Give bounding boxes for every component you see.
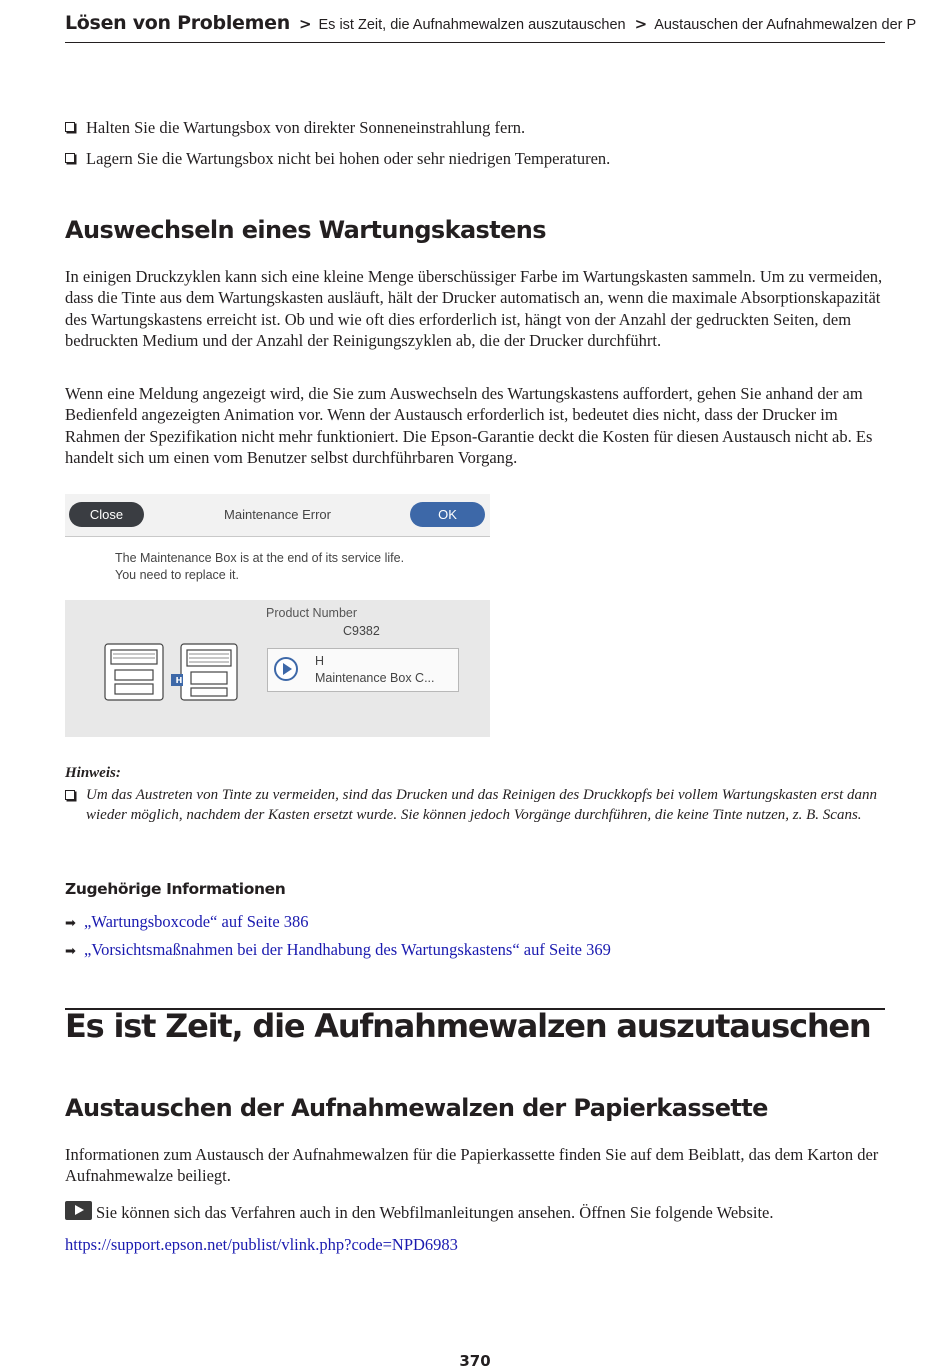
page-number: 370 bbox=[459, 1352, 491, 1370]
section-heading-maintenance-box: Auswechseln eines Wartungskastens bbox=[65, 216, 546, 244]
video-hint bbox=[65, 1201, 773, 1224]
header-section-title: Lösen von Problemen bbox=[65, 12, 290, 34]
note-title: Hinweis: bbox=[65, 765, 121, 781]
bullet-item bbox=[65, 148, 885, 170]
bullet-text: Lagern Sie die Wartungsbox nicht bei hohen oder sehr niedrigen Temperaturen. bbox=[86, 149, 611, 168]
checkbox-bullet-icon bbox=[65, 122, 75, 132]
arrow-right-icon: ➡ bbox=[65, 916, 76, 931]
note-item bbox=[65, 785, 887, 826]
arrow-right-icon: ➡ bbox=[65, 944, 76, 959]
product-card-line: H bbox=[315, 654, 325, 668]
related-link-text[interactable]: „Wartungsboxcode“ auf Seite 386 bbox=[84, 912, 309, 931]
printer-illustration-icon bbox=[101, 630, 241, 714]
note-text: Um das Austreten von Tinte zu vermeiden, sind das Drucken und das Reinigen des Druckkopfs bei vollem Wartungskasten erst dann wieder möglich, nachdem der Kasten ersetzt wurde. Sie können jedoch Vorgänge durchführen, die keine Tinte nutzen, z. B. Scans. bbox=[86, 787, 878, 824]
running-header bbox=[65, 12, 917, 43]
product-number-value: C9382 bbox=[343, 624, 380, 638]
header-crumb-2[interactable]: Austauschen der Aufnahmewalzen der P bbox=[654, 17, 917, 33]
chapter-heading: Es ist Zeit, die Aufnahmewalzen auszutauschen bbox=[65, 1007, 871, 1045]
header-separator: > bbox=[298, 15, 312, 33]
header-separator: > bbox=[634, 15, 648, 33]
paragraph: Informationen zum Austausch der Aufnahmewalzen für die Papierkassette finden Sie auf dem Beiblatt, das dem Karton der Aufnahmewalze beiliegt. bbox=[65, 1145, 879, 1186]
related-link[interactable] bbox=[65, 939, 611, 963]
control-panel-screenshot bbox=[65, 494, 490, 737]
bullet-item bbox=[65, 117, 885, 139]
screen-product-area bbox=[65, 600, 490, 737]
screen-title: Maintenance Error bbox=[224, 507, 331, 522]
section-heading-pickup-rollers: Austauschen der Aufnahmewalzen der Papierkassette bbox=[65, 1094, 768, 1122]
related-info-title: Zugehörige Informationen bbox=[65, 880, 286, 898]
checkbox-bullet-icon bbox=[65, 153, 75, 163]
related-link[interactable] bbox=[65, 911, 309, 935]
bullet-text: Halten Sie die Wartungsbox von direkter Sonneneinstrahlung fern. bbox=[86, 118, 526, 137]
message-line: You need to replace it. bbox=[115, 568, 239, 582]
checkbox-bullet-icon bbox=[65, 790, 75, 800]
header-crumb-1[interactable]: Es ist Zeit, die Aufnahmewalzen auszutauschen bbox=[318, 17, 626, 33]
related-link-text[interactable]: „Vorsichtsmaßnahmen bei der Handhabung des Wartungskastens“ auf Seite 369 bbox=[84, 940, 611, 959]
play-icon[interactable] bbox=[274, 657, 298, 681]
message-line: The Maintenance Box is at the end of its service life. bbox=[115, 551, 405, 565]
paragraph: In einigen Druckzyklen kann sich eine kleine Menge überschüssiger Farbe im Wartungskasten sammeln. Um zu vermeiden, dass die Tinte aus dem Wartungskasten ausläuft, hält der Drucker automatisch an, wenn die maximale Absorptionskapazität des Wartungskastens erreicht ist. Ob und wie oft dies erforderlich ist, hängt von der Anzahl der gedruckten Seiten, dem bedruckten Medium und der Anzahl der Reinigungszyklen ab, die der Drucker durchführt. bbox=[65, 267, 883, 351]
ok-button[interactable]: OK bbox=[410, 502, 485, 527]
screen-message bbox=[65, 537, 490, 599]
support-url-link[interactable]: https://support.epson.net/publist/vlink.php?code=NPD6983 bbox=[65, 1235, 458, 1254]
product-number-label: Product Number bbox=[266, 606, 358, 620]
close-button[interactable]: Close bbox=[69, 502, 144, 527]
printer-tag-label: H bbox=[175, 676, 183, 685]
video-hint-text: Sie können sich das Verfahren auch in den Webfilmanleitungen ansehen. Öffnen Sie folgende Website. bbox=[96, 1203, 774, 1222]
bullet-list bbox=[65, 117, 885, 179]
video-play-icon bbox=[65, 1201, 92, 1220]
product-card[interactable] bbox=[267, 648, 459, 692]
product-card-line: Maintenance Box C... bbox=[315, 671, 435, 685]
screen-title-bar bbox=[65, 494, 490, 537]
paragraph: Wenn eine Meldung angezeigt wird, die Sie zum Auswechseln des Wartungskastens auffordert, gehen Sie anhand der am Bedienfeld angezeigten Animation vor. Wenn der Austausch erforderlich ist, bedeutet dies nicht, dass der Drucker im Rahmen der Spezifikation nicht mehr funktioniert. Die Epson-Garantie deckt die Kosten für diesen Austausch nicht ab. Es handelt sich um einen vom Benutzer selbst durchführbaren Vorgang. bbox=[65, 384, 873, 468]
